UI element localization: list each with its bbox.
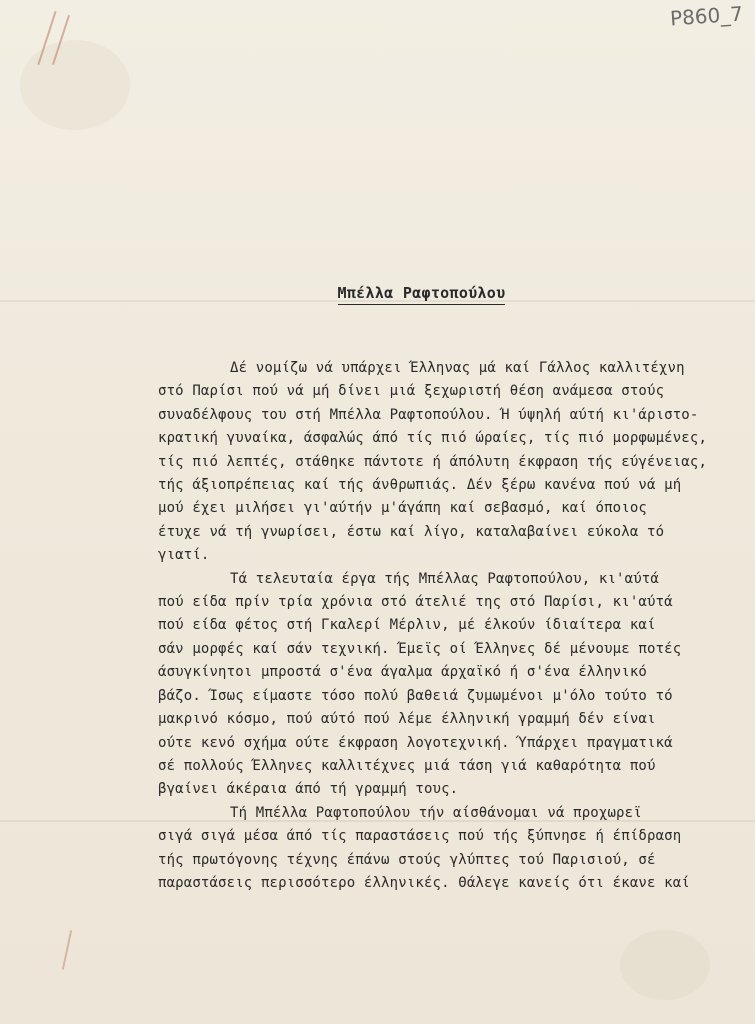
- document-body: [158, 357, 743, 895]
- paragraph-3: [158, 802, 743, 896]
- text-line: κρατική γυναίκα, άσφαλώς άπό τίς πιό ώραίες, τίς πιό μορφωμένες,: [158, 430, 708, 447]
- text-line: μού έχει μιλήσει γι'αύτήν μ'άγάπη καί σεβασμό, καί όποιος: [158, 500, 647, 517]
- margin-pencil-mark: [62, 930, 72, 970]
- text-line: βγαίνει άκέραια άπό τή γραμμή τους.: [158, 781, 459, 798]
- text-line: σιγά σιγά μέσα άπό τίς παραστάσεις πού τής ξύπνησε ή έπίδραση: [158, 828, 682, 845]
- paper-stain: [620, 930, 710, 1000]
- text-line: σάν μορφές καί σάν τεχνική. Έμεϊς οί Έλληνες δέ μένουμε ποτές: [158, 640, 682, 657]
- text-line: Τά τελευταία έργα τής Μπέλλας Ραφτοπούλου, κι'αύτά: [230, 570, 659, 587]
- text-line: πού είδα φέτος στή Γκαλερί Μέρλιν, μέ έλκούν ίδιαίτερα καί: [158, 617, 656, 634]
- text-line: σέ πολλούς Έλληνες καλλιτέχνες μιά τάση γιά καθαρότητα πού: [158, 757, 656, 774]
- paragraph-1: [158, 357, 743, 568]
- paragraph-2: [158, 568, 743, 802]
- text-line: βάζο. Ίσως είμαστε τόσο πολύ βαθειά ζυμωμένοι μ'όλο τούτο τό: [158, 687, 673, 704]
- reference-number: P860_7: [669, 1, 744, 31]
- text-line: έτυχε νά τή γνωρίσει, έστω καί λίγο, καταλαβαίνει εύκολα τό: [158, 523, 665, 540]
- text-line: Τή Μπέλλα Ραφτοπούλου τήν αίσθάνομαι νά προχωρεϊ: [230, 804, 642, 821]
- text-line: άσυγκίνητοι μπροστά σ'ένα άγαλμα άρχαϊκό ή σ'ένα έλληνικό: [158, 664, 647, 681]
- text-line: παραστάσεις περισσότερο έλληνικές. Θάλεγε κανείς ότι έκανε καί: [158, 874, 690, 891]
- text-line: πού είδα πρίν τρία χρόνια στό άτελιέ της στό Παρίσι, κι'αύτά: [158, 594, 673, 611]
- paper-stain: [20, 40, 130, 130]
- text-line: συναδέλφους του στή Μπέλλα Ραφτοπούλου. Ή ύψηλή αύτή κι'άριστο-: [158, 406, 699, 423]
- text-line: μακρινό κόσμο, πού αύτό πού λέμε έλληνική γραμμή δέν είναι: [158, 711, 656, 728]
- text-line: τής άξιοπρέπειας καί τής άνθρωπιάς. Δέν ξέρω κανένα πού νά μή: [158, 477, 682, 494]
- text-line: ούτε κενό σχήμα ούτε έκφραση λογοτεχνική. Ύπάρχει πραγματικά: [158, 734, 673, 751]
- document-title-text: Μπέλλα Ραφτοπούλου: [338, 284, 506, 305]
- text-line: Δέ νομίζω νά υπάρχει Έλληνας μά καί Γάλλος καλλιτέχνη: [230, 360, 685, 376]
- text-line: τίς πιό λεπτές, στάθηκε πάντοτε ή άπόλυτη έκφραση τής εύγένειας,: [158, 453, 708, 470]
- document-title: [0, 284, 755, 305]
- text-line: στό Παρίσι πού νά μή δίνει μιά ξεχωριστή θέση ανάμεσα στούς: [158, 383, 665, 400]
- text-line: τής πρωτόγονης τέχνης έπάνω στούς γλύπτες τού Παρισιού, σέ: [158, 851, 656, 868]
- text-line: γιατί.: [158, 547, 210, 564]
